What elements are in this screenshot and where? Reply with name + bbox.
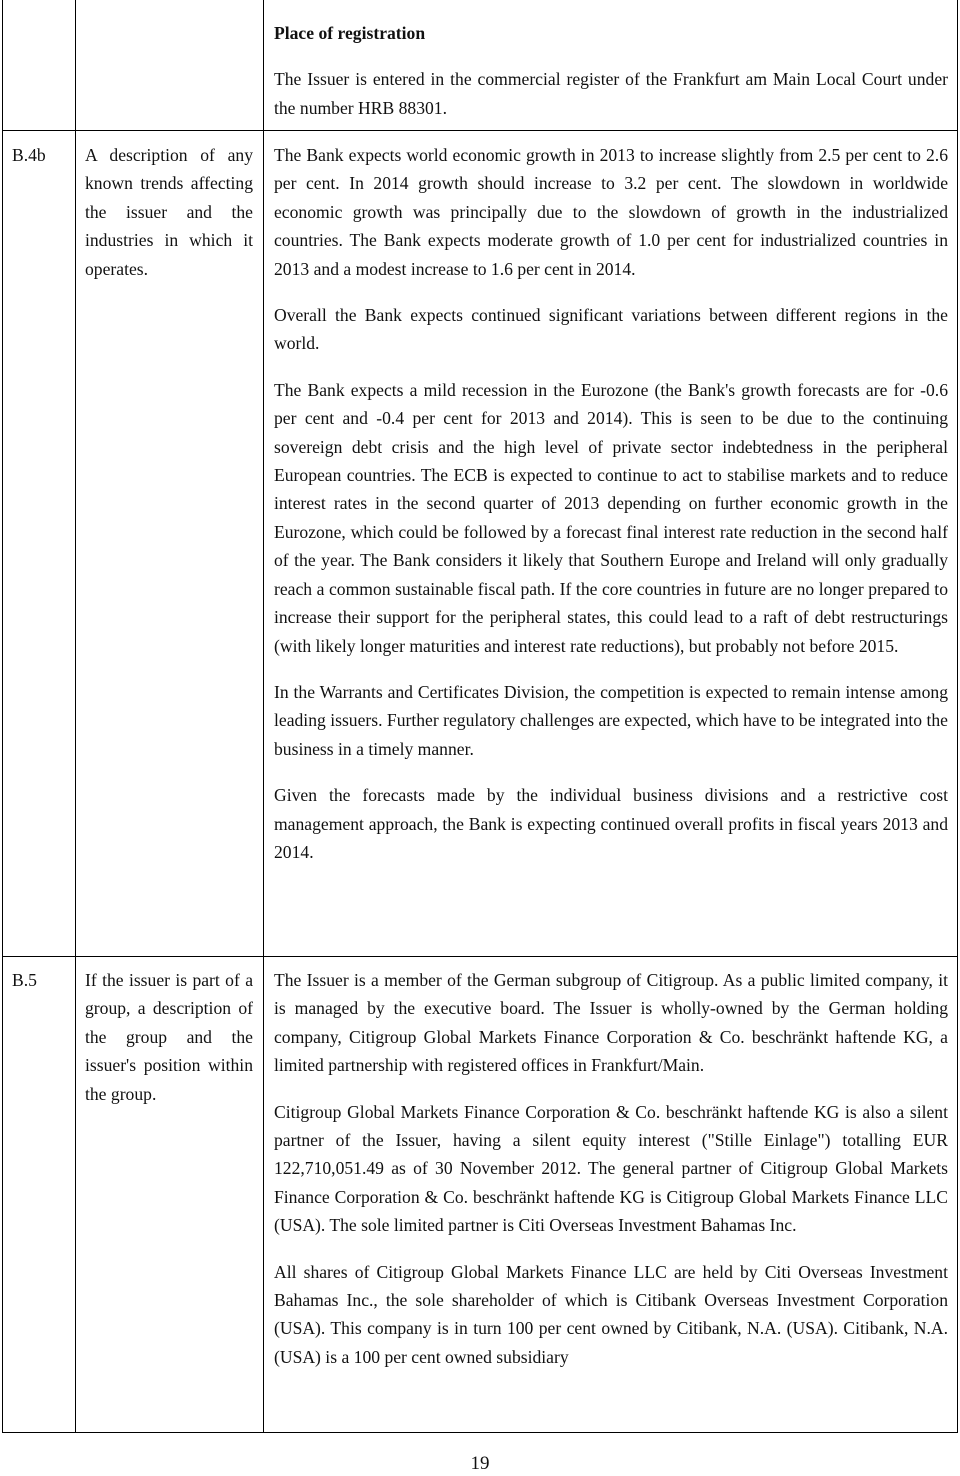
group-paragraph-2: Citigroup Global Markets Finance Corporation & Co. beschränkt haftende KG is also a silent partner of the Issuer, having a silent equity interest ("Stille Einlage") totalling EUR 122,710,051.49 as of 30 November 2012. The general partner of Citigroup Global Markets Finance Corporation & Co. beschränkt haftende KG is Citigroup Global Markets Finance LLC (USA). The sole limited partner is Citi Overseas Investment Bahamas Inc. [274,1101,948,1236]
registration-paragraph: The Issuer is entered in the commercial register of the Frankfurt am Main Local Court under the number HRB 88301. [274,69,948,118]
trends-paragraph-3: The Bank expects a mild recession in the Eurozone (the Bank's growth forecasts are for -0.6 per cent and -0.4 per cent for 2013 and 2014). This is seen to be due to the continuing sovereign debt crisis and the high level of private sector indebtedness in the peripheral European countries. The ECB is expected to continue to act to stabilise markets and to reduce interest rates in the second quarter of 2013 depending on further economic growth in the Eurozone, which could be followed by a forecast final interest rate reduction in the second half of the year. The Bank considers it likely that Southern Europe and Ireland will only gradually reach a common sustainable fiscal path. If the core countries in future are no longer prepared to increase their support for the peripheral states, this could lead to a raft of debt restructurings (with likely longer maturities and interest rate reductions), but probably not before 2015. [274,379,948,656]
trends-paragraph-2: Overall the Bank expects continued significant variations between different regions in the world. [274,305,948,354]
trends-paragraph-5: Given the forecasts made by the individual business divisions and a restrictive cost management approach, the Bank is expecting continued overall profits in fiscal years 2013 and 2014. [274,785,948,862]
group-cell [274,966,948,1371]
trends-paragraph-1: The Bank expects world economic growth in 2013 to increase slightly from 2.5 per cent to 2.6 per cent. In 2014 growth should increase to 3.2 per cent. The slowdown in worldwide economic growth was principally due to the slowdown of growth in the industrialized countries. The Bank expects moderate growth of 1.0 per cent for industrialized countries in 2013 and a modest increase to 1.6 per cent in 2014. [274,145,948,279]
table-border-left [2,0,3,1433]
table-divider-code [75,0,76,1433]
trends-paragraph-4: In the Warrants and Certificates Division, the competition is expected to remain intense among leading issuers. Further regulatory challenges are expected, which have to be integrated into the business in a timely manner. [274,681,948,759]
row-separator-b4b [2,130,958,131]
registration-heading: Place of registration [274,23,426,43]
group-paragraph-1: The Issuer is a member of the German subgroup of Citigroup. As a public limited company, it is managed by the executive board. The Issuer is wholly-owned by the German holding company, Citigroup Global Markets Finance Corporation & Co. beschränkt haftende KG, a limited partnership with registered offices in Frankfurt/Main. [274,970,948,1076]
trends-cell [274,141,948,866]
row-code-b4b: B.4b [12,145,46,165]
page-number: 19 [470,1453,490,1474]
group-paragraph-3: All shares of Citigroup Global Markets Finance LLC are held by Citi Overseas Investment Bahamas Inc., the sole shareholder of which is Citibank Overseas Investment Corporation (USA). This company is in turn 100 per cent owned by Citibank, N.A. (USA). Citibank, N.A. (USA) is a 100 per cent owned subsidiary [274,1261,948,1367]
row-separator-b5 [2,956,958,957]
registration-cell [274,19,948,122]
row-description-b4b: A description of any known trends affecting the issuer and the industries in which it operates. [85,145,253,279]
table-border-right [957,0,958,1433]
table-border-bottom [2,1432,958,1433]
row-description-b5: If the issuer is part of a group, a description of the group and the issuer's position within the group. [85,970,253,1104]
row-code-b5: B.5 [12,970,37,990]
table-divider-description [263,0,264,1433]
